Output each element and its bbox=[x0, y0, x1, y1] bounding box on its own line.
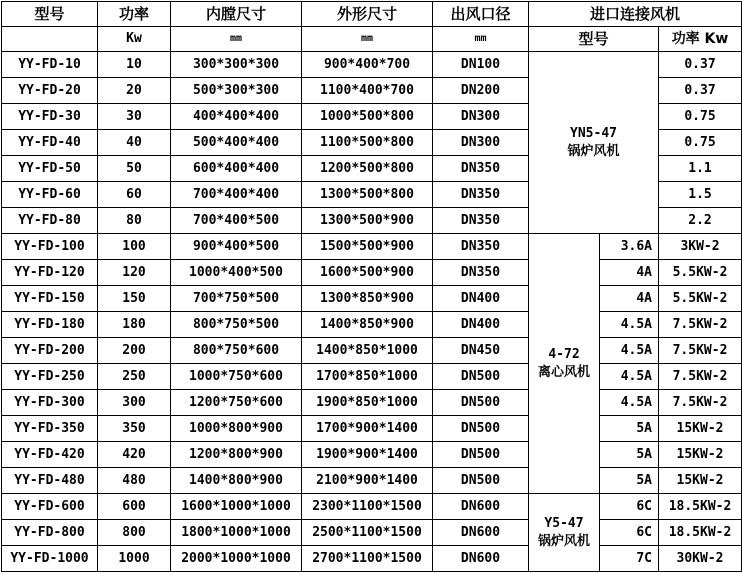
header-inner-size: 内膛尺寸 bbox=[171, 2, 302, 27]
cell-fan-power: 18.5KW-2 bbox=[659, 520, 742, 546]
cell-fan-number: 5A bbox=[600, 416, 659, 442]
unit-inner-size: mm bbox=[171, 27, 302, 52]
cell-model: YY-FD-100 bbox=[2, 234, 98, 260]
cell-inner-size: 700*750*500 bbox=[171, 286, 302, 312]
spec-table-body bbox=[2, 2, 742, 572]
cell-outlet-diameter: DN400 bbox=[433, 312, 529, 338]
cell-outer-size: 2700*1100*1500 bbox=[302, 546, 433, 572]
cell-outlet-diameter: DN600 bbox=[433, 494, 529, 520]
cell-outlet-diameter: DN500 bbox=[433, 364, 529, 390]
cell-inner-size: 1000*750*600 bbox=[171, 364, 302, 390]
cell-outer-size: 1500*500*900 bbox=[302, 234, 433, 260]
cell-inner-size: 1000*400*500 bbox=[171, 260, 302, 286]
cell-inner-size: 2000*1000*1000 bbox=[171, 546, 302, 572]
cell-fan-power: 5.5KW-2 bbox=[659, 286, 742, 312]
cell-power: 60 bbox=[98, 182, 171, 208]
cell-outlet-diameter: DN350 bbox=[433, 182, 529, 208]
cell-power: 420 bbox=[98, 442, 171, 468]
cell-fan-number: 4.5A bbox=[600, 364, 659, 390]
fan-group-cell bbox=[529, 234, 600, 494]
cell-power: 50 bbox=[98, 156, 171, 182]
cell-fan-number: 4.5A bbox=[600, 390, 659, 416]
table-row bbox=[2, 312, 742, 338]
cell-fan-number: 4.5A bbox=[600, 312, 659, 338]
unit-power: Kw bbox=[98, 27, 171, 52]
cell-outlet-diameter: DN300 bbox=[433, 104, 529, 130]
cell-fan-power: 0.37 bbox=[659, 52, 742, 78]
table-row bbox=[2, 546, 742, 572]
cell-outer-size: 1300*850*900 bbox=[302, 286, 433, 312]
cell-fan-power: 1.5 bbox=[659, 182, 742, 208]
header-row bbox=[2, 2, 742, 27]
cell-power: 600 bbox=[98, 494, 171, 520]
cell-outer-size: 1300*500*800 bbox=[302, 182, 433, 208]
cell-power: 20 bbox=[98, 78, 171, 104]
fan-group-cell bbox=[529, 52, 659, 234]
unit-outer-size: mm bbox=[302, 27, 433, 52]
cell-model: YY-FD-10 bbox=[2, 52, 98, 78]
cell-fan-power: 15KW-2 bbox=[659, 416, 742, 442]
cell-outlet-diameter: DN500 bbox=[433, 442, 529, 468]
cell-fan-number: 4.5A bbox=[600, 338, 659, 364]
cell-outer-size: 1400*850*1000 bbox=[302, 338, 433, 364]
cell-model: YY-FD-300 bbox=[2, 390, 98, 416]
cell-outlet-diameter: DN450 bbox=[433, 338, 529, 364]
cell-inner-size: 1800*1000*1000 bbox=[171, 520, 302, 546]
cell-outer-size: 1100*500*800 bbox=[302, 130, 433, 156]
fan-group-series: YN5-47 bbox=[570, 125, 617, 141]
cell-fan-power: 5.5KW-2 bbox=[659, 260, 742, 286]
cell-outer-size: 1400*850*900 bbox=[302, 312, 433, 338]
header-outer-size: 外形尺寸 bbox=[302, 2, 433, 27]
cell-outer-size: 1100*400*700 bbox=[302, 78, 433, 104]
cell-inner-size: 800*750*600 bbox=[171, 338, 302, 364]
cell-fan-number: 6C bbox=[600, 494, 659, 520]
cell-outer-size: 1600*500*900 bbox=[302, 260, 433, 286]
cell-outlet-diameter: DN100 bbox=[433, 52, 529, 78]
cell-outlet-diameter: DN500 bbox=[433, 390, 529, 416]
cell-power: 480 bbox=[98, 468, 171, 494]
unit-model-blank bbox=[2, 27, 98, 52]
cell-outer-size: 1700*900*1400 bbox=[302, 416, 433, 442]
cell-outlet-diameter: DN350 bbox=[433, 260, 529, 286]
cell-fan-number: 7C bbox=[600, 546, 659, 572]
cell-fan-number: 3.6A bbox=[600, 234, 659, 260]
cell-inner-size: 1000*800*900 bbox=[171, 416, 302, 442]
cell-inner-size: 1400*800*900 bbox=[171, 468, 302, 494]
cell-fan-power: 7.5KW-2 bbox=[659, 364, 742, 390]
cell-inner-size: 1200*800*900 bbox=[171, 442, 302, 468]
cell-outer-size: 1300*500*900 bbox=[302, 208, 433, 234]
cell-model: YY-FD-40 bbox=[2, 130, 98, 156]
cell-fan-power: 2.2 bbox=[659, 208, 742, 234]
cell-power: 200 bbox=[98, 338, 171, 364]
table-row bbox=[2, 390, 742, 416]
cell-power: 100 bbox=[98, 234, 171, 260]
cell-power: 300 bbox=[98, 390, 171, 416]
cell-power: 150 bbox=[98, 286, 171, 312]
cell-inner-size: 700*400*500 bbox=[171, 208, 302, 234]
cell-model: YY-FD-200 bbox=[2, 338, 98, 364]
cell-power: 120 bbox=[98, 260, 171, 286]
cell-model: YY-FD-20 bbox=[2, 78, 98, 104]
cell-inner-size: 1600*1000*1000 bbox=[171, 494, 302, 520]
cell-outlet-diameter: DN500 bbox=[433, 416, 529, 442]
cell-inner-size: 800*750*500 bbox=[171, 312, 302, 338]
cell-fan-power: 7.5KW-2 bbox=[659, 312, 742, 338]
cell-fan-number: 5A bbox=[600, 442, 659, 468]
header-fan-group: 进口连接风机 bbox=[529, 2, 742, 27]
table-row bbox=[2, 52, 742, 78]
cell-outer-size: 1000*500*800 bbox=[302, 104, 433, 130]
cell-outer-size: 1700*850*1000 bbox=[302, 364, 433, 390]
cell-outer-size: 2500*1100*1500 bbox=[302, 520, 433, 546]
cell-power: 350 bbox=[98, 416, 171, 442]
cell-fan-power: 7.5KW-2 bbox=[659, 338, 742, 364]
header-power: 功率 bbox=[98, 2, 171, 27]
cell-model: YY-FD-180 bbox=[2, 312, 98, 338]
unit-outlet-diameter: mm bbox=[433, 27, 529, 52]
cell-model: YY-FD-80 bbox=[2, 208, 98, 234]
table-row bbox=[2, 494, 742, 520]
cell-model: YY-FD-600 bbox=[2, 494, 98, 520]
cell-model: YY-FD-120 bbox=[2, 260, 98, 286]
cell-model: YY-FD-420 bbox=[2, 442, 98, 468]
cell-model: YY-FD-480 bbox=[2, 468, 98, 494]
cell-inner-size: 300*300*300 bbox=[171, 52, 302, 78]
cell-outer-size: 2100*900*1400 bbox=[302, 468, 433, 494]
cell-fan-power: 3KW-2 bbox=[659, 234, 742, 260]
cell-fan-number: 4A bbox=[600, 260, 659, 286]
cell-power: 800 bbox=[98, 520, 171, 546]
cell-fan-power: 0.37 bbox=[659, 78, 742, 104]
cell-power: 40 bbox=[98, 130, 171, 156]
table-row bbox=[2, 468, 742, 494]
cell-outlet-diameter: DN400 bbox=[433, 286, 529, 312]
table-row bbox=[2, 338, 742, 364]
cell-outlet-diameter: DN300 bbox=[433, 130, 529, 156]
cell-fan-power: 15KW-2 bbox=[659, 442, 742, 468]
cell-outlet-diameter: DN200 bbox=[433, 78, 529, 104]
cell-outer-size: 1200*500*800 bbox=[302, 156, 433, 182]
cell-power: 250 bbox=[98, 364, 171, 390]
fan-group-type: 锅炉风机 bbox=[567, 143, 620, 159]
cell-outer-size: 1900*900*1400 bbox=[302, 442, 433, 468]
table-row bbox=[2, 416, 742, 442]
table-row bbox=[2, 442, 742, 468]
fan-group-series: 4-72 bbox=[548, 346, 580, 362]
header-fan-model: 型号 bbox=[529, 27, 659, 52]
fan-group-series: Y5-47 bbox=[544, 515, 584, 531]
cell-outlet-diameter: DN350 bbox=[433, 208, 529, 234]
table-row bbox=[2, 520, 742, 546]
cell-fan-power: 1.1 bbox=[659, 156, 742, 182]
cell-fan-power: 30KW-2 bbox=[659, 546, 742, 572]
cell-fan-number: 5A bbox=[600, 468, 659, 494]
cell-outer-size: 2300*1100*1500 bbox=[302, 494, 433, 520]
cell-model: YY-FD-800 bbox=[2, 520, 98, 546]
fan-group-type: 离心风机 bbox=[537, 364, 590, 380]
table-row bbox=[2, 286, 742, 312]
cell-outlet-diameter: DN350 bbox=[433, 156, 529, 182]
cell-model: YY-FD-50 bbox=[2, 156, 98, 182]
cell-fan-power: 0.75 bbox=[659, 104, 742, 130]
cell-power: 80 bbox=[98, 208, 171, 234]
cell-inner-size: 1200*750*600 bbox=[171, 390, 302, 416]
fan-group-type: 锅炉风机 bbox=[537, 533, 590, 549]
cell-outer-size: 900*400*700 bbox=[302, 52, 433, 78]
cell-model: YY-FD-350 bbox=[2, 416, 98, 442]
cell-model: YY-FD-250 bbox=[2, 364, 98, 390]
cell-fan-power: 15KW-2 bbox=[659, 468, 742, 494]
cell-model: YY-FD-150 bbox=[2, 286, 98, 312]
cell-fan-power: 18.5KW-2 bbox=[659, 494, 742, 520]
header-outlet-diameter: 出风口径 bbox=[433, 2, 529, 27]
cell-outer-size: 1900*850*1000 bbox=[302, 390, 433, 416]
table-row bbox=[2, 234, 742, 260]
cell-inner-size: 400*400*400 bbox=[171, 104, 302, 130]
cell-fan-number: 6C bbox=[600, 520, 659, 546]
cell-inner-size: 500*300*300 bbox=[171, 78, 302, 104]
cell-model: YY-FD-30 bbox=[2, 104, 98, 130]
cell-inner-size: 700*400*400 bbox=[171, 182, 302, 208]
header-fan-power: 功率 Kw bbox=[659, 27, 742, 52]
fan-group-cell bbox=[529, 494, 600, 572]
cell-inner-size: 500*400*400 bbox=[171, 130, 302, 156]
cell-fan-power: 7.5KW-2 bbox=[659, 390, 742, 416]
table-row bbox=[2, 260, 742, 286]
cell-power: 10 bbox=[98, 52, 171, 78]
cell-inner-size: 600*400*400 bbox=[171, 156, 302, 182]
cell-model: YY-FD-60 bbox=[2, 182, 98, 208]
cell-outlet-diameter: DN600 bbox=[433, 546, 529, 572]
table-row bbox=[2, 364, 742, 390]
cell-inner-size: 900*400*500 bbox=[171, 234, 302, 260]
cell-power: 180 bbox=[98, 312, 171, 338]
cell-outlet-diameter: DN350 bbox=[433, 234, 529, 260]
cell-fan-number: 4A bbox=[600, 286, 659, 312]
cell-model: YY-FD-1000 bbox=[2, 546, 98, 572]
cell-fan-power: 0.75 bbox=[659, 130, 742, 156]
spec-table bbox=[1, 1, 742, 572]
cell-power: 30 bbox=[98, 104, 171, 130]
cell-power: 1000 bbox=[98, 546, 171, 572]
cell-outlet-diameter: DN600 bbox=[433, 520, 529, 546]
unit-row bbox=[2, 27, 742, 52]
header-model: 型号 bbox=[2, 2, 98, 27]
cell-outlet-diameter: DN500 bbox=[433, 468, 529, 494]
